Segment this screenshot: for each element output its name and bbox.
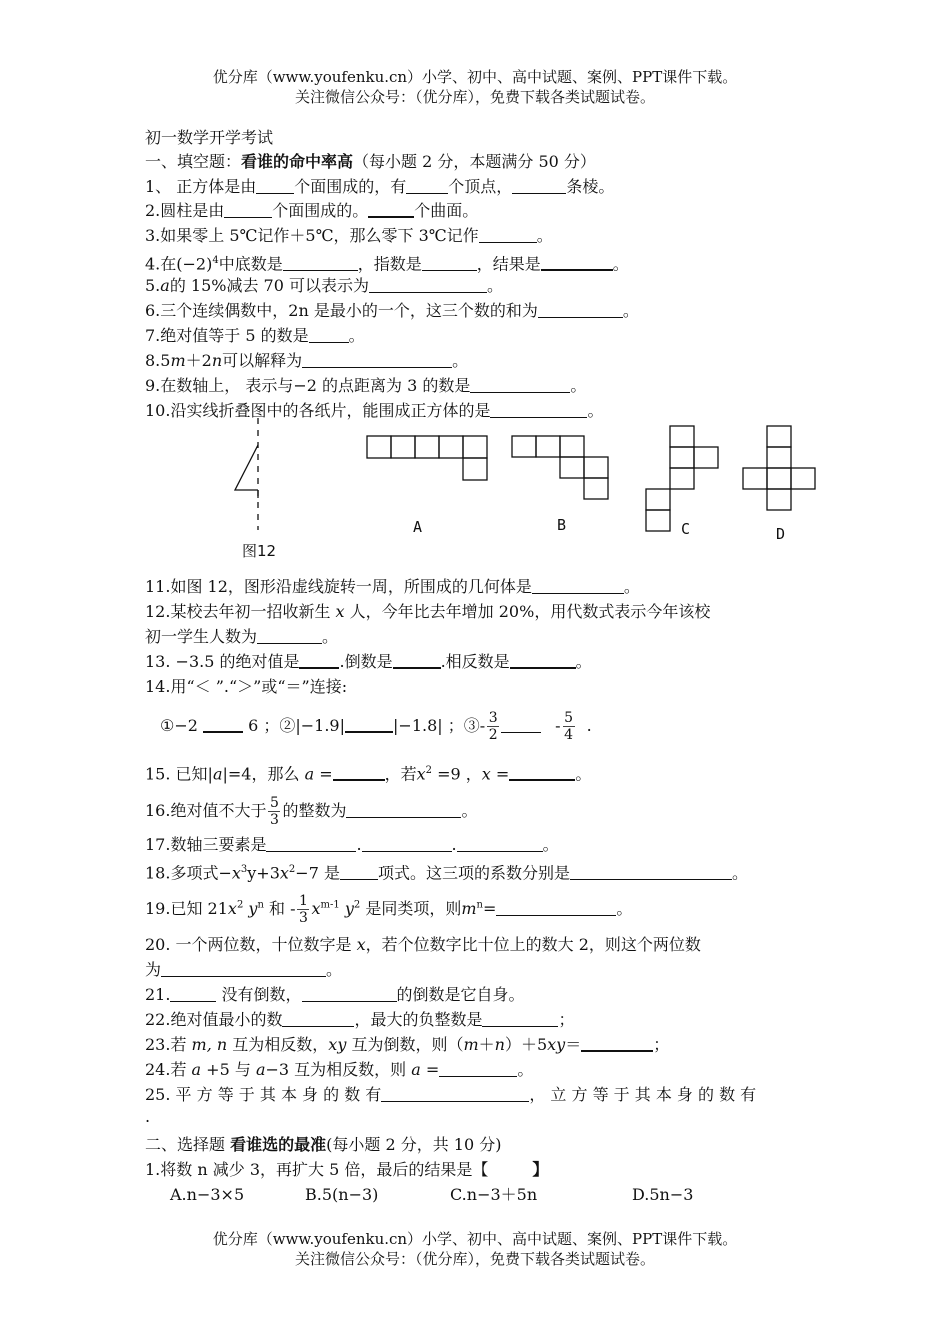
net-c xyxy=(646,426,718,531)
section-1-suffix: （每小题 2 分，本题满分 50 分） xyxy=(353,152,596,171)
blank[interactable] xyxy=(345,715,393,733)
blank[interactable] xyxy=(282,1010,354,1027)
question-25: 25. 平 方 等 于 其 本 身 的 数 有 ， 立 方 等 于 其 本 身 的 数 有 xyxy=(145,1085,757,1104)
blank[interactable] xyxy=(470,376,570,393)
blank[interactable] xyxy=(283,254,358,271)
blank[interactable] xyxy=(362,835,452,852)
mc-option-c[interactable]: C.n−3＋5n xyxy=(450,1185,538,1204)
blank[interactable] xyxy=(203,715,243,733)
blank[interactable] xyxy=(457,835,543,852)
blank[interactable] xyxy=(482,1010,558,1027)
question-7: 7.绝对值等于 5 的数是 。 xyxy=(145,326,365,345)
blank[interactable] xyxy=(512,177,566,194)
blank[interactable] xyxy=(256,177,294,194)
mc-option-b[interactable]: B.5(n−3) xyxy=(305,1185,379,1204)
section-1-heading xyxy=(145,151,596,173)
question-16: 16.绝对值不大于 $\frac{5}{3}$ 的整数为 。 xyxy=(145,795,478,828)
footer-line-2: 关注微信公众号：（优分库），免费下载各类试题试卷。 xyxy=(294,1250,655,1268)
blank[interactable] xyxy=(393,651,441,669)
question-6: 6.三个连续偶数中，2n 是最小的一个，这三个数的和为 。 xyxy=(145,301,639,320)
blank[interactable] xyxy=(340,863,378,880)
blank[interactable] xyxy=(309,326,349,343)
label-a: A xyxy=(413,518,423,536)
question-1: 1、 正方体是由 个面围成的，有 个顶点， 条棱。 xyxy=(145,177,615,196)
question-22: 22.绝对值最小的数 ，最大的负整数是 ； xyxy=(145,1010,575,1029)
question-13: 13. −3.5 的绝对值是 .倒数是 .相反数是 。 xyxy=(145,652,592,671)
blank[interactable] xyxy=(161,960,326,977)
blank[interactable] xyxy=(501,716,541,733)
blank[interactable] xyxy=(302,985,397,1002)
question-18: 18.多项式$-x^3y+3x^2-7$ 是 项式。这三项的系数分别是 。 xyxy=(145,863,749,883)
question-8: 8.5m＋2n可以解释为 。 xyxy=(145,351,469,370)
blank[interactable] xyxy=(532,577,624,594)
section-1-prefix: 一、填空题： xyxy=(145,152,242,171)
blank[interactable] xyxy=(224,201,272,218)
question-17: 17.数轴三要素是 . . 。 xyxy=(145,835,559,854)
question-20: 20. 一个两位数，十位数字是 x，若个位数字比十位上的数大 2，则这个两位数 xyxy=(145,935,701,954)
net-d xyxy=(743,426,815,510)
blank[interactable] xyxy=(510,651,576,669)
question-19: 19.已知 $21x^2$ $y^n$ 和 - $\frac{1}{3}$ $x^{m-1}$ $y^2$ 是同类项，则$m^n=$ 。 xyxy=(145,893,633,926)
footer-line-1: 优分库（www.youfenku.cn）小学、初中、高中试题、案例、PPT课件下载。 xyxy=(212,1230,738,1248)
blank[interactable] xyxy=(381,1085,529,1102)
section-2-heading: 二、选择题 看谁选的最准(每小题 2 分，共 10 分) xyxy=(145,1135,502,1154)
exam-title: 初一数学开学考试 xyxy=(145,128,274,147)
question-25-cont: . xyxy=(145,1107,151,1126)
blank[interactable] xyxy=(170,985,216,1002)
section-1-bold: 看谁的命中率高 xyxy=(241,152,354,171)
blank[interactable] xyxy=(368,200,414,218)
blank[interactable] xyxy=(541,253,613,271)
question-3: 3.如果零上 5℃记作＋5℃，那么零下 3℃记作 。 xyxy=(145,226,553,245)
label-d: D xyxy=(776,525,786,543)
figure-caption: 图12 xyxy=(242,542,277,560)
blank[interactable] xyxy=(302,351,452,368)
blank[interactable] xyxy=(257,627,322,644)
mc-question-1: 1.将数 n 减少 3，再扩大 5 倍，最后的结果是【 】 xyxy=(145,1160,549,1179)
blank[interactable] xyxy=(333,763,385,781)
blank[interactable] xyxy=(346,801,461,818)
question-24: 24.若 a +5 与 a−3 互为相反数，则 a = 。 xyxy=(145,1060,534,1079)
blank[interactable] xyxy=(439,1060,517,1077)
net-b xyxy=(512,436,608,499)
label-b: B xyxy=(557,516,567,534)
question-21: 21. 没有倒数， 的倒数是它自身。 xyxy=(145,985,525,1004)
question-15: 15. 已知|a|=4，那么 a = ，若$x^2 =9$ ，x = 。 xyxy=(145,764,592,784)
question-12-cont: 初一学生人数为 。 xyxy=(145,627,339,646)
question-5: 5.a的 15%减去 70 可以表示为 。 xyxy=(145,276,504,295)
question-14: 14.用“＜ ”.“＞”或“＝”连接: xyxy=(145,677,348,696)
mc-option-a[interactable]: A.n−3×5 xyxy=(170,1185,245,1204)
question-20-cont: 为 。 xyxy=(145,960,343,979)
blank[interactable] xyxy=(406,177,448,194)
blank[interactable] xyxy=(570,863,732,880)
net-a xyxy=(367,436,487,480)
rotation-shape xyxy=(235,445,258,490)
blank[interactable] xyxy=(479,226,537,243)
question-12: 12.某校去年初一招收新生 x 人，今年比去年增加 20%，用代数式表示今年该校 xyxy=(145,602,711,621)
question-9: 9.在数轴上， 表示与−2 的点距离为 3 的数是 。 xyxy=(145,376,587,395)
header-line-2: 关注微信公众号：（优分库），免费下载各类试题试卷。 xyxy=(294,88,655,106)
blank[interactable] xyxy=(509,763,575,781)
blank[interactable] xyxy=(538,301,623,318)
blank[interactable] xyxy=(369,276,487,293)
question-14-parts: ①−2 6 ；②|−1.9| |−1.8| ；③- $\frac{3}{2}$ - $\frac{5}{4}$ . xyxy=(160,710,592,743)
question-10: 10.沿实线折叠图中的各纸片，能围成正方体的是 。 xyxy=(145,401,604,420)
blank[interactable] xyxy=(422,254,477,271)
question-2: 2.圆柱是由 个面围成的。 个曲面。 xyxy=(145,201,479,220)
blank[interactable] xyxy=(266,835,356,852)
blank[interactable] xyxy=(299,651,339,669)
question-11: 11.如图 12，图形沿虚线旋转一周，所围成的几何体是 。 xyxy=(145,577,640,596)
mc-option-d[interactable]: D.5n−3 xyxy=(632,1185,694,1204)
header-line-1: 优分库（www.youfenku.cn）小学、初中、高中试题、案例、PPT课件下载。 xyxy=(212,68,738,86)
question-23: 23.若 m, n 互为相反数，xy 互为倒数，则（m＋n）＋5xy＝ ； xyxy=(145,1035,670,1054)
blank[interactable] xyxy=(581,1034,653,1052)
blank[interactable] xyxy=(490,401,587,418)
label-c: C xyxy=(681,520,691,538)
question-4: 4.在$(-2)^4$中底数是 ，指数是 ，结果是 。 xyxy=(145,254,629,274)
blank[interactable] xyxy=(496,899,616,916)
